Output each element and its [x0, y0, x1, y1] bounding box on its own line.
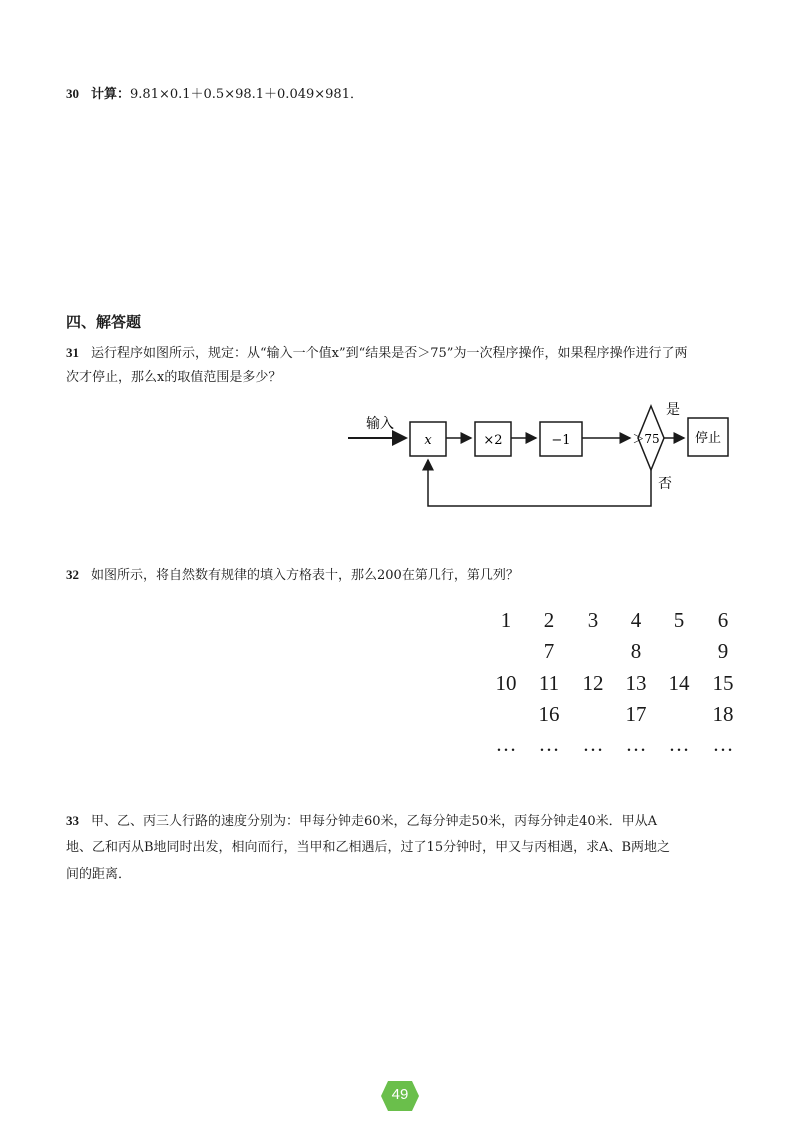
section-title: 四、解答题 — [66, 313, 142, 331]
question-33-line-2: 地、乙和丙从B地同时出发，相向而行，当甲和乙相遇后，过了15分钟时，甲又与丙相遇，求A、B两地之 — [66, 840, 671, 855]
grid-cell: 18 — [712, 702, 734, 726]
grid-cell: … — [495, 732, 517, 756]
question-number: 32 — [66, 567, 79, 582]
grid-cell: 15 — [712, 671, 734, 695]
grid-cell: 3 — [587, 608, 599, 632]
question-text: 甲、乙、丙三人行路的速度分别为：甲每分钟走60米，乙每分钟走50米，丙每分钟走40米．甲从A — [91, 814, 658, 829]
grid-cell: 13 — [625, 671, 647, 695]
grid-cell: … — [582, 732, 604, 756]
question-33-line-3: 间的距离． — [66, 867, 132, 882]
question-number: 30 — [66, 86, 79, 101]
grid-cell: 12 — [582, 671, 604, 695]
grid-cell: 2 — [543, 608, 555, 632]
page-number-badge — [380, 1080, 420, 1112]
flow-box-minus1-label: −1 — [551, 433, 571, 448]
grid-cell: 16 — [538, 702, 560, 726]
question-number: 33 — [66, 813, 79, 828]
grid-cell: … — [625, 732, 647, 756]
question-30 — [66, 82, 363, 107]
flow-decision-label: ＞75 — [632, 432, 660, 446]
flow-input-label: 输入 — [366, 416, 394, 432]
flow-stop-label: 停止 — [694, 431, 722, 446]
flow-arrow-no-loop — [428, 460, 651, 506]
grid-cell: … — [712, 732, 734, 756]
number-grid — [484, 608, 754, 768]
grid-cell: 4 — [630, 608, 642, 632]
grid-cell: 1 — [500, 608, 512, 632]
question-expression: 9.81×0.1＋0.5×98.1＋0.049×981． — [130, 87, 363, 102]
question-32 — [66, 563, 519, 588]
flow-yes-label: 是 — [666, 402, 680, 418]
question-31-line-2: 次才停止，那么x的取值范围是多少？ — [66, 370, 282, 385]
flow-box-times2-label: ×2 — [483, 433, 503, 448]
grid-cell: 10 — [495, 671, 517, 695]
grid-cell: 17 — [625, 702, 647, 726]
grid-cell: 14 — [668, 671, 690, 695]
question-33-line-1 — [66, 809, 657, 834]
grid-cell: 8 — [630, 639, 642, 663]
grid-cell: 5 — [673, 608, 685, 632]
flow-no-label: 否 — [658, 476, 672, 492]
question-31-line-1 — [66, 341, 687, 366]
grid-cell: … — [538, 732, 560, 756]
grid-cell: … — [668, 732, 690, 756]
grid-cell: 6 — [717, 608, 729, 632]
page-number: 49 — [391, 1086, 409, 1103]
question-number: 31 — [66, 345, 79, 360]
flow-box-x-label: x — [424, 433, 432, 448]
grid-cell: 9 — [717, 639, 729, 663]
question-text: 运行程序如图所示，规定：从“输入一个值x”到“结果是否＞75”为一次程序操作，如果程序操作进行了两 — [91, 346, 688, 361]
grid-cell: 7 — [543, 639, 555, 663]
question-label: 计算： — [91, 87, 131, 102]
grid-cell: 11 — [538, 671, 560, 695]
question-text: 如图所示，将自然数有规律的填入方格表十，那么200在第几行，第几列？ — [91, 568, 519, 583]
program-flowchart — [340, 396, 740, 516]
